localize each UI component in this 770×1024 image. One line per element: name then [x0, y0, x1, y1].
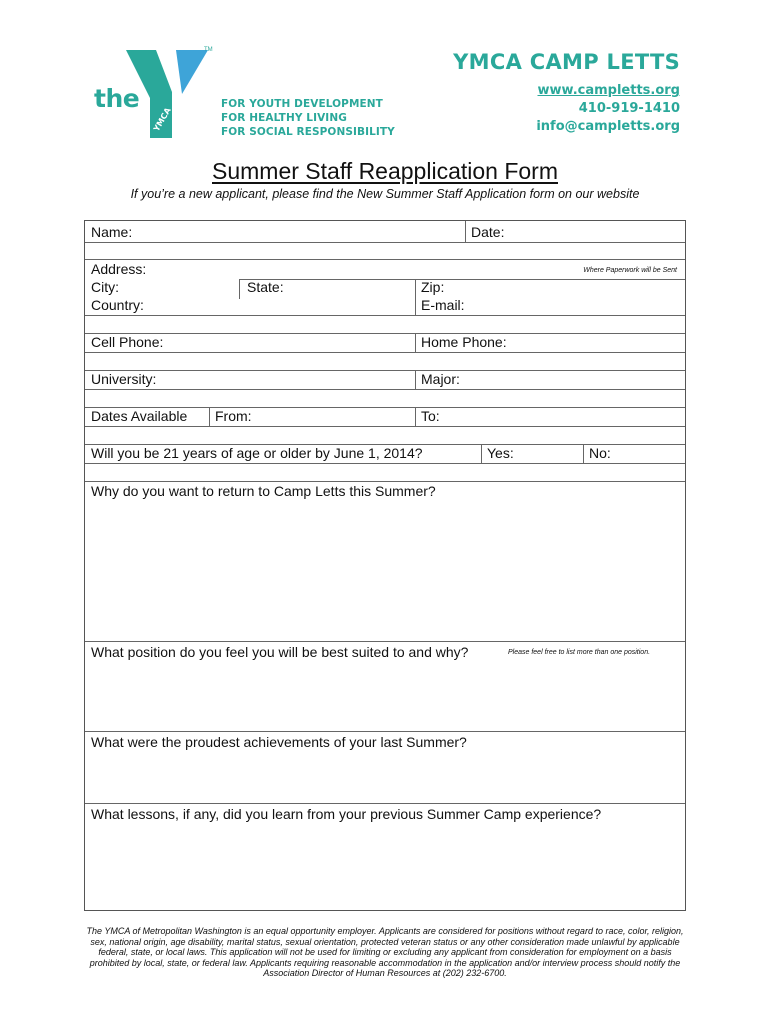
footer-line-3: federal, state, or local laws. This application will not be used for limiting or excluding any applicant from consideration for employment on a basis — [98, 947, 672, 958]
cell-phone-field-label: Cell Phone: — [91, 334, 164, 350]
to-field-label: To: — [421, 408, 440, 424]
address-note: Where Paperwork will be Sent — [583, 267, 677, 274]
from-field-label: From: — [215, 408, 252, 424]
major-field-label: Major: — [421, 371, 460, 387]
website-link[interactable]: www.campletts.org — [537, 83, 680, 98]
page-title: Summer Staff Reapplication Form — [212, 158, 558, 184]
date-field-label: Date: — [471, 224, 505, 240]
trademark-mark: TM — [204, 47, 213, 53]
phone-number: 410-919-1410 — [578, 101, 680, 116]
position-question: What position do you feel you will be best suited to and why? — [91, 644, 469, 660]
logo-the-word: the — [94, 84, 140, 113]
address-field-label: Address: — [91, 261, 147, 277]
footer-line-4: prohibited by local, state, or federal law. Applicants requiring reasonable accommodation in the application and/or interview process should notify the — [89, 957, 681, 968]
email-field-label: E-mail: — [421, 297, 465, 313]
footer-line-5: Association Director of Human Resources at (202) 232-6700. — [263, 968, 507, 979]
footer-line-1: The YMCA of Metropolitan Washington is an equal opportunity employer. Applicants are considered for positions without regard to race, color, religion, — [86, 926, 684, 936]
tagline-line-3: FOR SOCIAL RESPONSIBILITY — [221, 126, 395, 138]
tagline-line-2: FOR HEALTHY LIVING — [221, 112, 347, 124]
achievements-question: What were the proudest achievements of your last Summer? — [91, 734, 467, 750]
yes-field-label: Yes: — [487, 445, 514, 461]
tagline-line-1: FOR YOUTH DEVELOPMENT — [221, 98, 383, 110]
equal-opportunity-notice — [84, 926, 686, 979]
home-phone-field-label: Home Phone: — [421, 334, 507, 350]
lessons-question: What lessons, if any, did you learn from your previous Summer Camp experience? — [91, 806, 602, 822]
state-field-label: State: — [247, 279, 284, 295]
country-field-label: Country: — [91, 297, 144, 313]
ymca-letters: YMCA — [151, 106, 173, 133]
name-field-label: Name: — [91, 224, 133, 240]
why-return-question: Why do you want to return to Camp Letts this Summer? — [91, 483, 436, 499]
age-question-label: Will you be 21 years of age or older by June 1, 2014? — [91, 445, 423, 461]
page-subtitle: If you’re a new applicant, please find the New Summer Staff Application form on our website — [130, 187, 640, 201]
dates-available-label: Dates Available — [91, 408, 188, 424]
application-form — [84, 220, 686, 911]
email-address[interactable]: info@campletts.org — [536, 119, 680, 134]
university-field-label: University: — [91, 371, 157, 387]
camp-name: YMCA CAMP LETTS — [453, 50, 680, 74]
no-field-label: No: — [589, 445, 611, 461]
zip-field-label: Zip: — [421, 279, 445, 295]
position-note: Please feel free to list more than one position. — [508, 649, 651, 656]
city-field-label: City: — [91, 279, 119, 295]
footer-line-2: sex, national origin, age disability, marital status, sexual orientation, protected veteran status or any other consideration made unlawful by applicable — [90, 936, 680, 947]
